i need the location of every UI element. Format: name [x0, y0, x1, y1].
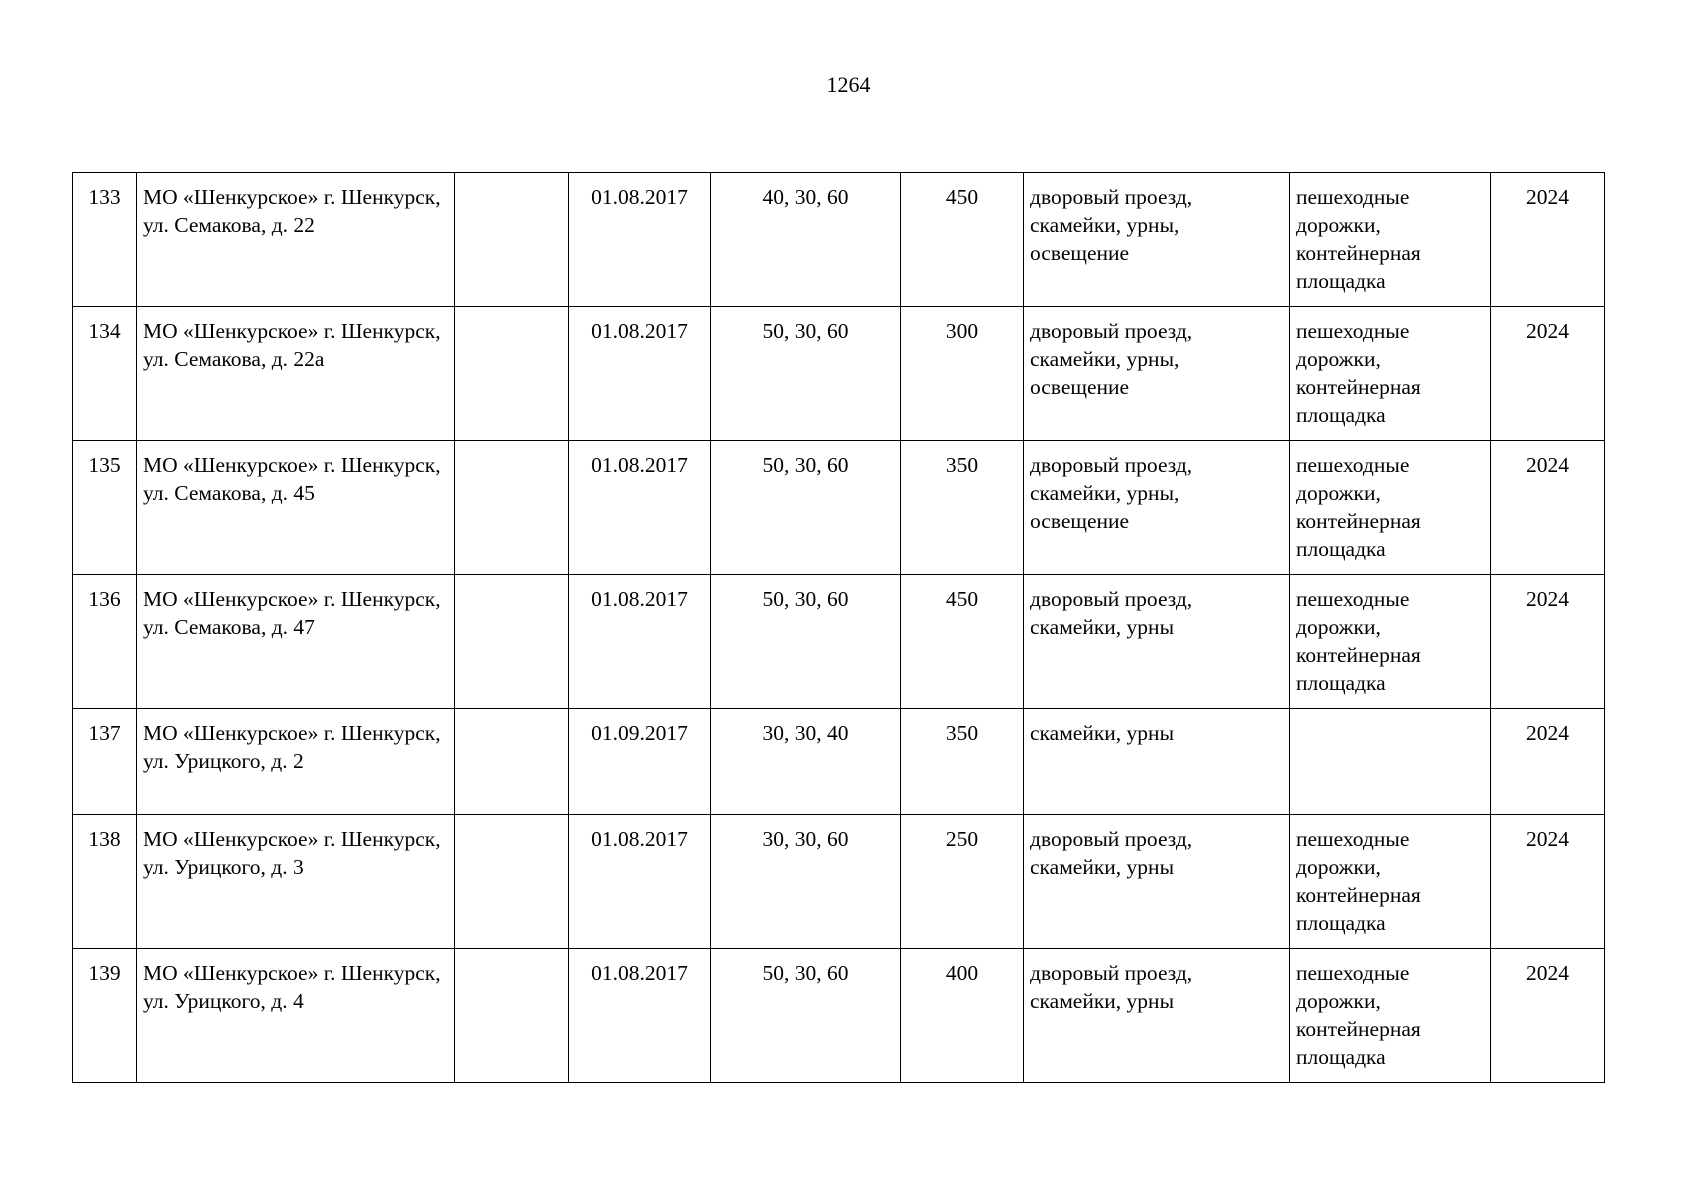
row-number: 138: [73, 815, 137, 949]
year-cell: 2024: [1491, 441, 1605, 575]
table-row: [73, 441, 1605, 575]
empty-cell: [455, 949, 569, 1083]
additional-works-cell: пешеходные дорожки, контейнерная площадка: [1290, 815, 1491, 949]
dimensions-cell: 50, 30, 60: [711, 575, 901, 709]
dimensions-cell: 50, 30, 60: [711, 949, 901, 1083]
minimum-works-cell: скамейки, урны: [1024, 709, 1290, 815]
date-cell: 01.08.2017: [569, 815, 711, 949]
empty-cell: [455, 307, 569, 441]
additional-works-cell: пешеходные дорожки, контейнерная площадка: [1290, 575, 1491, 709]
area-cell: 450: [901, 173, 1024, 307]
dimensions-cell: 30, 30, 60: [711, 815, 901, 949]
page-number: 1264: [826, 72, 871, 97]
area-cell: 350: [901, 441, 1024, 575]
row-number: 136: [73, 575, 137, 709]
row-number: 133: [73, 173, 137, 307]
area-cell: 250: [901, 815, 1024, 949]
minimum-works-cell: дворовый проезд, скамейки, урны: [1024, 949, 1290, 1083]
date-cell: 01.08.2017: [569, 575, 711, 709]
row-number: 134: [73, 307, 137, 441]
registry-table: [72, 172, 1605, 1083]
empty-cell: [455, 815, 569, 949]
row-number: 137: [73, 709, 137, 815]
table-row: [73, 949, 1605, 1083]
dimensions-cell: 50, 30, 60: [711, 441, 901, 575]
date-cell: 01.08.2017: [569, 441, 711, 575]
year-cell: 2024: [1491, 949, 1605, 1083]
date-cell: 01.09.2017: [569, 709, 711, 815]
minimum-works-cell: дворовый проезд, скамейки, урны: [1024, 575, 1290, 709]
year-cell: 2024: [1491, 575, 1605, 709]
address-cell: МО «Шенкурское» г. Шенкурск, ул. Семакова, д. 45: [137, 441, 455, 575]
address-cell: МО «Шенкурское» г. Шенкурск, ул. Урицкого, д. 2: [137, 709, 455, 815]
empty-cell: [455, 173, 569, 307]
dimensions-cell: 50, 30, 60: [711, 307, 901, 441]
minimum-works-cell: дворовый проезд, скамейки, урны: [1024, 815, 1290, 949]
row-number: 135: [73, 441, 137, 575]
dimensions-cell: 40, 30, 60: [711, 173, 901, 307]
year-cell: 2024: [1491, 709, 1605, 815]
minimum-works-cell: дворовый проезд, скамейки, урны, освещение: [1024, 441, 1290, 575]
address-cell: МО «Шенкурское» г. Шенкурск, ул. Семакова, д. 22а: [137, 307, 455, 441]
date-cell: 01.08.2017: [569, 307, 711, 441]
additional-works-cell: [1290, 709, 1491, 815]
year-cell: 2024: [1491, 815, 1605, 949]
empty-cell: [455, 575, 569, 709]
date-cell: 01.08.2017: [569, 173, 711, 307]
year-cell: 2024: [1491, 307, 1605, 441]
additional-works-cell: пешеходные дорожки, контейнерная площадка: [1290, 307, 1491, 441]
address-cell: МО «Шенкурское» г. Шенкурск, ул. Семакова, д. 22: [137, 173, 455, 307]
area-cell: 400: [901, 949, 1024, 1083]
minimum-works-cell: дворовый проезд, скамейки, урны, освещение: [1024, 173, 1290, 307]
empty-cell: [455, 709, 569, 815]
table-row: [73, 709, 1605, 815]
area-cell: 450: [901, 575, 1024, 709]
table-row: [73, 173, 1605, 307]
table-row: [73, 307, 1605, 441]
additional-works-cell: пешеходные дорожки, контейнерная площадка: [1290, 949, 1491, 1083]
additional-works-cell: пешеходные дорожки, контейнерная площадка: [1290, 173, 1491, 307]
area-cell: 350: [901, 709, 1024, 815]
minimum-works-cell: дворовый проезд, скамейки, урны, освещение: [1024, 307, 1290, 441]
row-number: 139: [73, 949, 137, 1083]
year-cell: 2024: [1491, 173, 1605, 307]
date-cell: 01.08.2017: [569, 949, 711, 1083]
area-cell: 300: [901, 307, 1024, 441]
additional-works-cell: пешеходные дорожки, контейнерная площадка: [1290, 441, 1491, 575]
table-row: [73, 815, 1605, 949]
address-cell: МО «Шенкурское» г. Шенкурск, ул. Урицкого, д. 3: [137, 815, 455, 949]
address-cell: МО «Шенкурское» г. Шенкурск, ул. Урицкого, д. 4: [137, 949, 455, 1083]
empty-cell: [455, 441, 569, 575]
dimensions-cell: 30, 30, 40: [711, 709, 901, 815]
table-row: [73, 575, 1605, 709]
address-cell: МО «Шенкурское» г. Шенкурск, ул. Семакова, д. 47: [137, 575, 455, 709]
